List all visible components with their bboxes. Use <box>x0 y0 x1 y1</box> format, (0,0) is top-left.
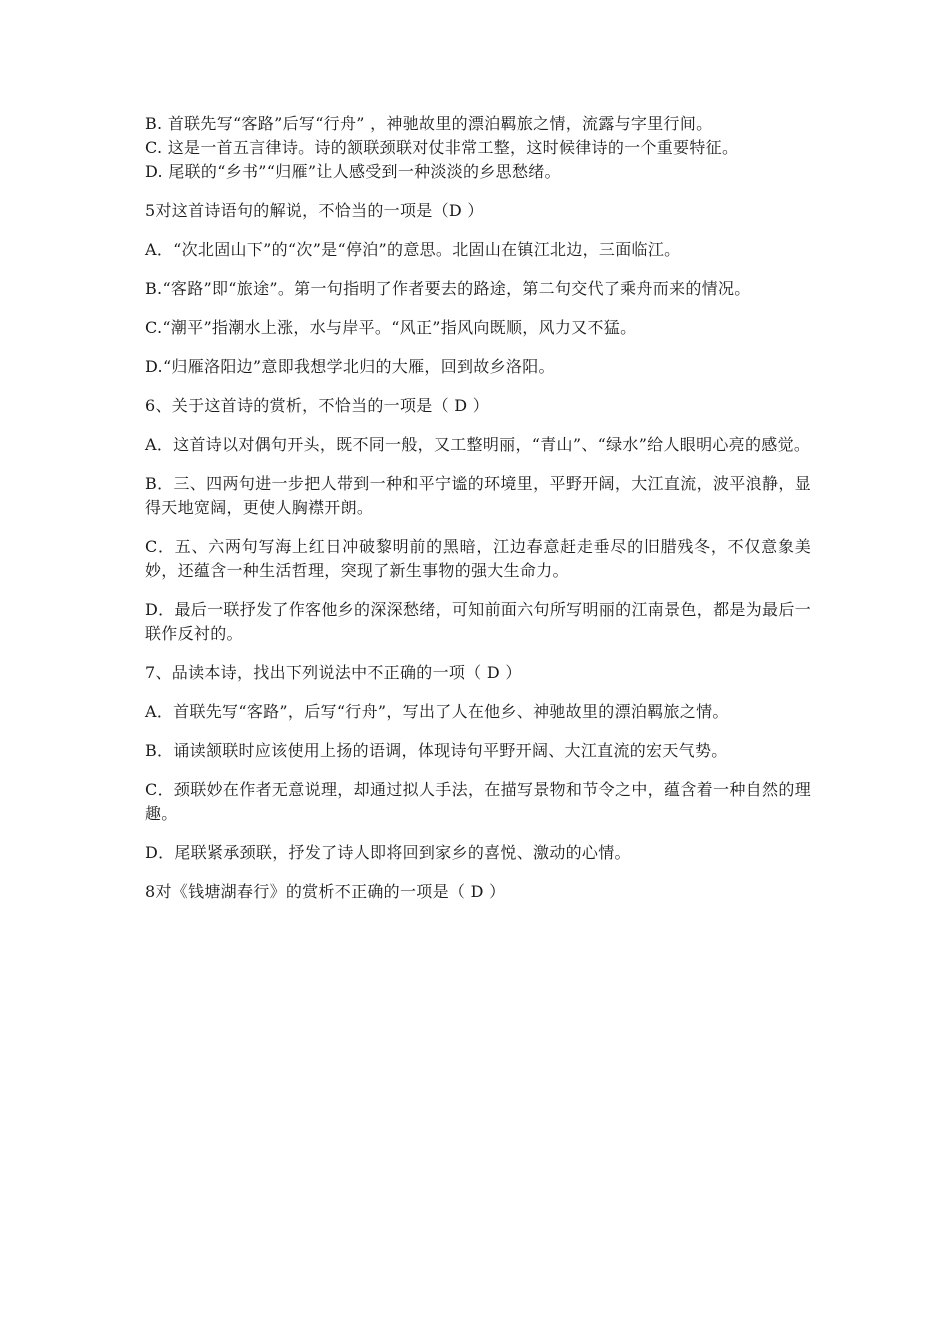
question-7-option-c: C．颈联妙在作者无意说理，却通过拟人手法，在描写景物和节令之中，蕴含着一种自然的理趣。 <box>145 780 811 823</box>
question-5: 5对这首诗语句的解说，不恰当的一项是（D ） <box>145 201 484 220</box>
question-6-option-b: B．三、四两句进一步把人带到一种和平宁谧的环境里，平野开阔，大江直流，波平浪静，显得天地宽阔，更使人胸襟开朗。 <box>145 474 811 517</box>
option-c-previous: C. 这是一首五言律诗。诗的颔联颈联对仗非常工整，这时候律诗的一个重要特征。 <box>145 138 739 157</box>
question-5-option-a: A．“次北固山下”的“次”是“停泊”的意思。北固山在镇江北边，三面临江。 <box>145 240 681 259</box>
question-8: 8对《钱塘湖春行》的赏析不正确的一项是（ D ） <box>145 882 506 901</box>
question-5-option-c: C.“潮平”指潮水上涨，水与岸平。“风正”指风向既顺，风力又不猛。 <box>145 318 637 337</box>
question-5-option-d: D.“归雁洛阳边”意即我想学北归的大雁，回到故乡洛阳。 <box>145 357 555 376</box>
question-7-option-b: B．诵读颔联时应该使用上扬的语调，体现诗句平野开阔、大江直流的宏天气势。 <box>145 741 728 760</box>
question-7: 7、品读本诗，找出下列说法中不正确的一项（ D ） <box>145 663 522 682</box>
question-7-option-a: A．首联先写“客路”，后写“行舟”，写出了人在他乡、神驰故里的漂泊羁旅之情。 <box>145 702 729 721</box>
option-b-previous: B. 首联先写“客路”后写“行舟” ，神驰故里的漂泊羁旅之情，流露与字里行间。 <box>145 114 713 133</box>
question-6: 6、关于这首诗的赏析，不恰当的一项是（ D ） <box>145 396 490 415</box>
option-d-previous: D. 尾联的“乡书”“归雁”让人感受到一种淡淡的乡思愁绪。 <box>145 162 561 181</box>
question-7-option-d: D．尾联紧承颈联，抒发了诗人即将回到家乡的喜悦、激动的心情。 <box>145 843 631 862</box>
question-6-option-d: D．最后一联抒发了作客他乡的深深愁绪，可知前面六句所写明丽的江南景色，都是为最后一联作反衬的。 <box>145 600 811 643</box>
question-6-option-c: C．五、六两句写海上红日冲破黎明前的黑暗，江边春意赶走垂尽的旧腊残冬，不仅意象美妙，还蕴含一种生活哲理，突现了新生事物的强大生命力。 <box>145 537 811 580</box>
question-5-option-b: B.“客路”即“旅途”。第一句指明了作者要去的路途，第二句交代了乘舟而来的情况。 <box>145 279 751 298</box>
question-6-option-a: A．这首诗以对偶句开头，既不同一般，又工整明丽，“青山”、“绿水”给人眼明心亮的感觉。 <box>145 435 811 454</box>
document-body <box>145 112 811 904</box>
